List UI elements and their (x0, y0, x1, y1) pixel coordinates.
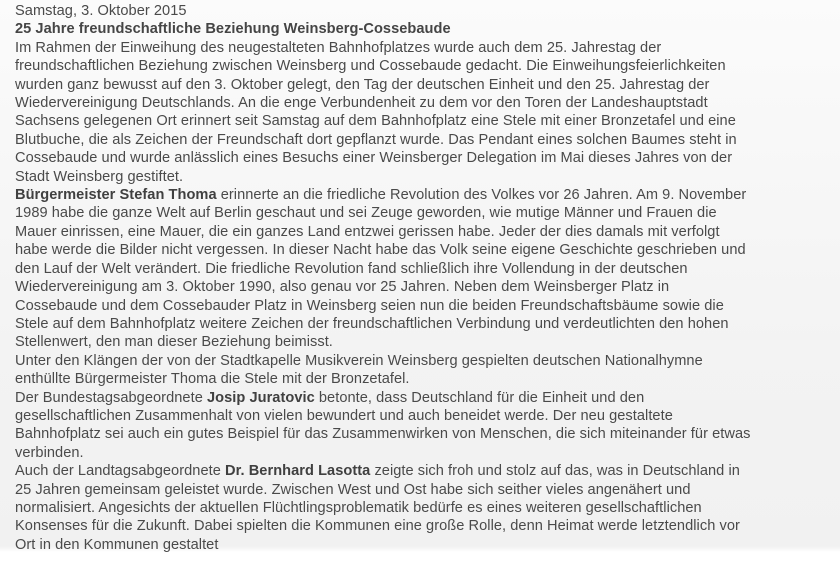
text-line: wurden ganz bewusst auf den 3. Oktober gelegt, den Tag der deutschen Einheit und den 25. Jahrestag der (15, 76, 710, 93)
paragraph-anthem (15, 352, 837, 389)
paragraph-landtag (15, 462, 837, 554)
text-line: enthüllte Bürgermeister Thoma die Stele mit der Bronzetafel. (15, 371, 410, 388)
text-line: normalisiert. Angesichts der aktuellen Flüchtlingsproblematik bedürfe es eines weiteren gesellschaftlichen (15, 499, 702, 516)
text-line: Stellenwert, den man dieser Beziehung beimisst. (15, 334, 333, 351)
text-line (15, 186, 837, 204)
text-line: freundschaftlichen Beziehung zwischen Weinsberg und Cossebaude gedacht. Die Einweihungsfeierlichkeiten (15, 58, 726, 75)
article (15, 2, 837, 554)
article-date: Samstag, 3. Oktober 2015 (15, 3, 187, 19)
text-line: Cossebaude und dem Cossebauder Platz in Weinsberg seien nun die beiden Freundschaftsbäume sowie die (15, 297, 724, 314)
text-fragment: zeigte sich froh und stolz auf das, was in Deutschland in (370, 463, 740, 480)
text-line: Sachsens gelegenen Ort erinnert seit Samstag auf dem Bahnhofplatz eine Stele mit einer Bronzetafel und eine (15, 113, 736, 130)
text-line: Wiedervereinigung Deutschlands. An die enge Verbundenheit zu dem vor den Toren der Landeshauptstadt (15, 95, 708, 112)
text-line (15, 462, 837, 480)
speaker-name: Josip Juratovic (206, 389, 315, 406)
text-line: Wiedervereinigung am 3. Oktober 1990, also genau vor 25 Jahren. Neben dem Weinsberger Platz in (15, 279, 670, 296)
text-fragment: Der Bundestagsabgeordnete (15, 389, 207, 406)
paragraph-mayor (15, 186, 837, 352)
text-fragment: erinnerte an die friedliche Revolution des Volkes vor 26 Jahren. Am 9. November (216, 187, 747, 204)
text-line: Unter den Klängen der von der Stadtkapelle Musikverein Weinsberg gespielten deutschen Nationalhymne (15, 352, 703, 369)
speaker-name: Bürgermeister Stefan Thoma (15, 187, 217, 204)
text-line: den Lauf der Welt verändert. Die friedliche Revolution fand schließlich ihre Vollendung in der deutschen (15, 260, 688, 277)
text-line: Mauer einrissen, eine Mauer, die ein ganzes Land entzwei gerissen habe. Jeder der dies damals mit verfolgt (15, 223, 720, 240)
text-line: Cossebaude und wurde anlässlich eines Besuchs einer Weinsberger Delegation im Mai dieses Jahres von der (15, 150, 733, 167)
text-line: gesellschaftlichen Zusammenhalt von vielen bewundert und auch beneidet werde. Der neu gestaltete (15, 407, 673, 424)
text-line: verbinden. (15, 444, 84, 461)
text-line: habe werde die Bilder nicht vergessen. In dieser Nacht habe das Volk seine eigene Geschichte geschrieben und (15, 242, 746, 259)
text-line: Stadt Weinsberg gestiftet. (15, 168, 184, 185)
text-fragment: Auch der Landtagsabgeordnete (15, 463, 225, 480)
speaker-name: Dr. Bernhard Lasotta (224, 463, 371, 480)
text-line: 1989 habe die ganze Welt auf Berlin geschaut und sei Zeuge geworden, wie mutige Männer und Frauen die (15, 205, 717, 222)
article-title: 25 Jahre freundschaftliche Beziehung Weinsberg-Cossebaude (15, 21, 451, 38)
text-line: Ort in den Kommunen gestaltet (15, 536, 219, 553)
text-line: Konsenses für die Zukunft. Dabei spielten die Kommunen eine große Rolle, denn Heimat werde letztendlich vor (15, 518, 740, 535)
text-line: Blutbuche, die als Zeichen der Freundschaft dort gepflanzt wurde. Das Pendant eines solchen Baumes steht in (15, 131, 737, 148)
text-line: 25 Jahren gemeinsam geleistet wurde. Zwischen West und Ost habe sich seither vieles angenähert und (15, 481, 691, 498)
text-line (15, 389, 837, 407)
text-line: Bahnhofplatz sei auch ein gutes Beispiel für das Zusammenwirken von Menschen, die sich miteinander für etwas (15, 426, 751, 443)
paragraph-bundestag (15, 389, 837, 463)
text-fragment: betonte, dass Deutschland für die Einheit und den (314, 389, 645, 406)
paragraph-intro (15, 39, 837, 186)
text-line: Stele auf dem Bahnhofplatz weitere Zeichen der freundschaftlichen Verbindung und verdeutlichten den hohen (15, 315, 729, 332)
text-line: Im Rahmen der Einweihung des neugestalteten Bahnhofplatzes wurde auch dem 25. Jahrestag der (15, 39, 662, 56)
